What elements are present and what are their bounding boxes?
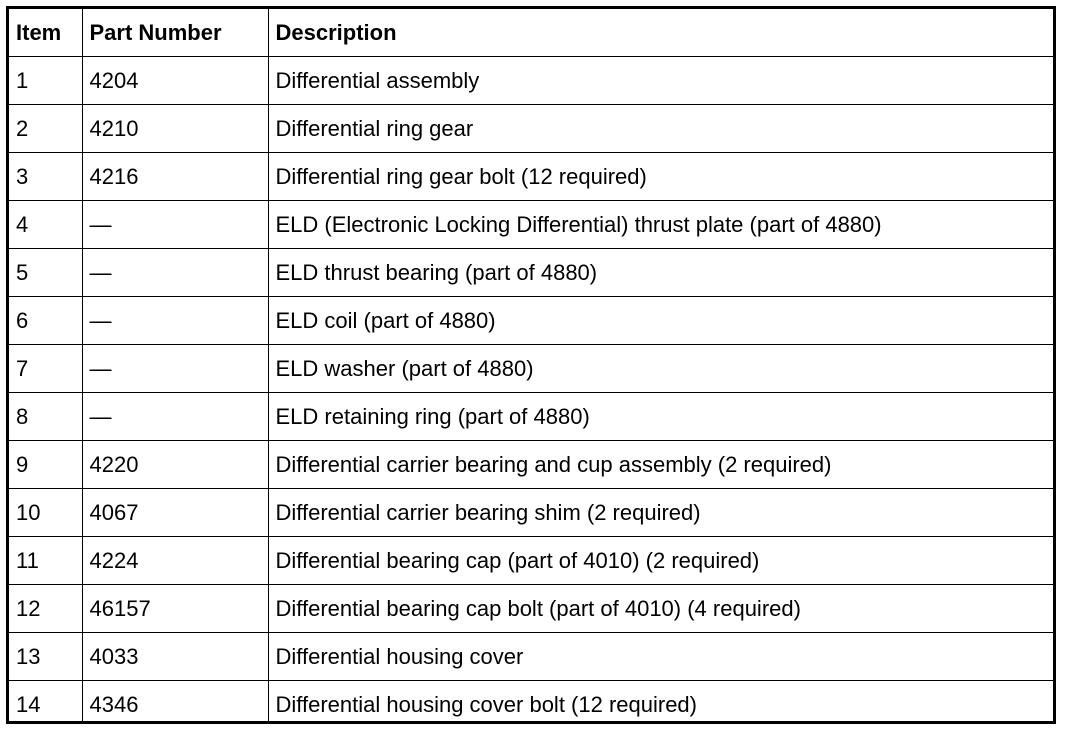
- cell-item: 9: [9, 441, 82, 489]
- cell-part-number: 4346: [82, 681, 268, 725]
- table-row: [9, 57, 1053, 105]
- cell-item: 14: [9, 681, 82, 725]
- cell-description: Differential carrier bearing and cup assembly (2 required): [268, 441, 1053, 489]
- cell-part-number: 4220: [82, 441, 268, 489]
- cell-description: Differential assembly: [268, 57, 1053, 105]
- table-header-row: [9, 9, 1053, 57]
- table-row: [9, 633, 1053, 681]
- cell-part-number: —: [82, 249, 268, 297]
- cell-item: 5: [9, 249, 82, 297]
- table-row: [9, 681, 1053, 725]
- cell-part-number: 4224: [82, 537, 268, 585]
- cell-item: 11: [9, 537, 82, 585]
- table-row: [9, 201, 1053, 249]
- table-row: [9, 441, 1053, 489]
- table-row: [9, 105, 1053, 153]
- cell-item: 2: [9, 105, 82, 153]
- cell-description: ELD thrust bearing (part of 4880): [268, 249, 1053, 297]
- cell-part-number: —: [82, 201, 268, 249]
- cell-item: 13: [9, 633, 82, 681]
- cell-description: Differential bearing cap bolt (part of 4010) (4 required): [268, 585, 1053, 633]
- table-row: [9, 585, 1053, 633]
- cell-part-number: —: [82, 393, 268, 441]
- cell-item: 3: [9, 153, 82, 201]
- cell-part-number: 4067: [82, 489, 268, 537]
- table-row: [9, 393, 1053, 441]
- cell-description: ELD (Electronic Locking Differential) thrust plate (part of 4880): [268, 201, 1053, 249]
- table-row: [9, 297, 1053, 345]
- cell-item: 8: [9, 393, 82, 441]
- cell-item: 10: [9, 489, 82, 537]
- cell-description: ELD coil (part of 4880): [268, 297, 1053, 345]
- cell-description: Differential ring gear bolt (12 required): [268, 153, 1053, 201]
- cell-part-number: 4033: [82, 633, 268, 681]
- cell-item: 7: [9, 345, 82, 393]
- cell-description: Differential housing cover bolt (12 required): [268, 681, 1053, 725]
- cell-part-number: —: [82, 345, 268, 393]
- cell-item: 4: [9, 201, 82, 249]
- cell-item: 12: [9, 585, 82, 633]
- cell-part-number: 4204: [82, 57, 268, 105]
- cell-description: Differential ring gear: [268, 105, 1053, 153]
- cell-description: Differential bearing cap (part of 4010) (2 required): [268, 537, 1053, 585]
- table-row: [9, 345, 1053, 393]
- header-part-number: Part Number: [82, 9, 268, 57]
- cell-description: Differential housing cover: [268, 633, 1053, 681]
- header-item: Item: [9, 9, 82, 57]
- cell-item: 1: [9, 57, 82, 105]
- parts-table-frame: [6, 6, 1056, 724]
- table-row: [9, 537, 1053, 585]
- header-description: Description: [268, 9, 1053, 57]
- cell-part-number: —: [82, 297, 268, 345]
- cell-description: ELD retaining ring (part of 4880): [268, 393, 1053, 441]
- cell-part-number: 46157: [82, 585, 268, 633]
- cell-part-number: 4210: [82, 105, 268, 153]
- cell-part-number: 4216: [82, 153, 268, 201]
- parts-table: [9, 9, 1053, 724]
- table-row: [9, 153, 1053, 201]
- table-row: [9, 489, 1053, 537]
- cell-item: 6: [9, 297, 82, 345]
- cell-description: Differential carrier bearing shim (2 required): [268, 489, 1053, 537]
- table-row: [9, 249, 1053, 297]
- cell-description: ELD washer (part of 4880): [268, 345, 1053, 393]
